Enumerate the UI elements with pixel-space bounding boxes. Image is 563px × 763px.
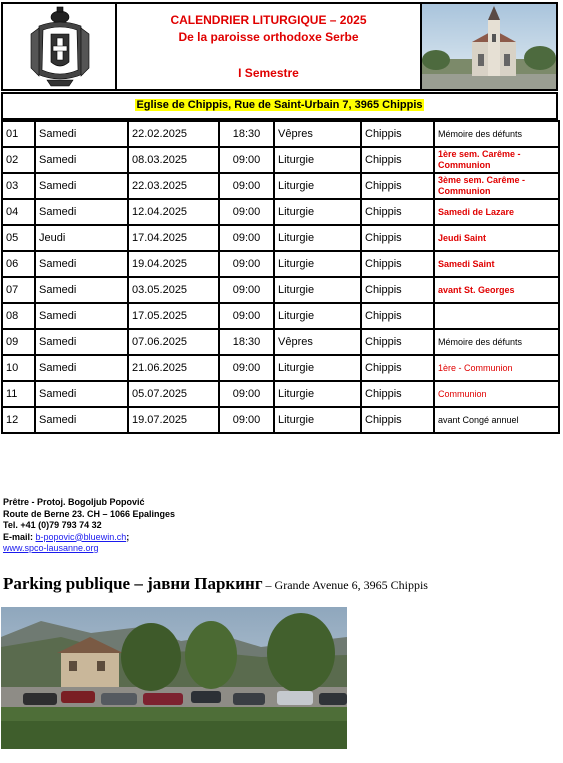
row-number: 09 bbox=[2, 329, 35, 355]
location-row bbox=[1, 92, 558, 120]
place-cell: Chippis bbox=[361, 199, 434, 225]
service-cell: Liturgie bbox=[274, 303, 361, 329]
time-cell: 09:00 bbox=[219, 277, 274, 303]
calendar-title: CALENDRIER LITURGIQUE – 2025 bbox=[170, 13, 367, 27]
service-cell: Liturgie bbox=[274, 407, 361, 433]
row-number: 05 bbox=[2, 225, 35, 251]
day-cell: Samedi bbox=[35, 199, 128, 225]
time-cell: 09:00 bbox=[219, 303, 274, 329]
table-row bbox=[2, 329, 559, 355]
place-cell: Chippis bbox=[361, 277, 434, 303]
row-number: 07 bbox=[2, 277, 35, 303]
row-number: 06 bbox=[2, 251, 35, 277]
day-cell: Samedi bbox=[35, 121, 128, 147]
date-cell: 07.06.2025 bbox=[128, 329, 219, 355]
time-cell: 09:00 bbox=[219, 199, 274, 225]
note-cell: 1ère sem. Carême - Communion bbox=[434, 147, 559, 173]
header-box bbox=[1, 2, 558, 91]
date-cell: 22.02.2025 bbox=[128, 121, 219, 147]
contact-block bbox=[3, 497, 175, 555]
place-cell: Chippis bbox=[361, 381, 434, 407]
time-cell: 09:00 bbox=[219, 147, 274, 173]
email-link[interactable]: b-popovic@bluewin.ch bbox=[35, 531, 127, 542]
schedule-table bbox=[1, 120, 560, 434]
crest-cell bbox=[3, 4, 117, 89]
email-line bbox=[3, 532, 175, 544]
date-cell: 17.05.2025 bbox=[128, 303, 219, 329]
note-cell: Mémoire des défunts bbox=[434, 329, 559, 355]
date-cell: 19.07.2025 bbox=[128, 407, 219, 433]
service-cell: Liturgie bbox=[274, 277, 361, 303]
note-cell: Communion bbox=[434, 381, 559, 407]
date-cell: 12.04.2025 bbox=[128, 199, 219, 225]
email-suffix: ; bbox=[126, 531, 130, 542]
location-text: Eglise de Chippis, Rue de Saint-Urbain 7, 3965 Chippis bbox=[136, 99, 423, 111]
date-cell: 03.05.2025 bbox=[128, 277, 219, 303]
table-row bbox=[2, 173, 559, 199]
service-cell: Vêpres bbox=[274, 329, 361, 355]
time-cell: 09:00 bbox=[219, 407, 274, 433]
service-cell: Liturgie bbox=[274, 251, 361, 277]
row-number: 12 bbox=[2, 407, 35, 433]
church-photo-cell bbox=[422, 4, 556, 89]
service-cell: Liturgie bbox=[274, 173, 361, 199]
time-cell: 09:00 bbox=[219, 225, 274, 251]
place-cell: Chippis bbox=[361, 147, 434, 173]
date-cell: 21.06.2025 bbox=[128, 355, 219, 381]
service-cell: Liturgie bbox=[274, 381, 361, 407]
date-cell: 17.04.2025 bbox=[128, 225, 219, 251]
note-cell: 3ème sem. Carême - Communion bbox=[434, 173, 559, 199]
parking-heading bbox=[3, 574, 428, 594]
day-cell: Samedi bbox=[35, 173, 128, 199]
note-cell bbox=[434, 303, 559, 329]
place-cell: Chippis bbox=[361, 355, 434, 381]
date-cell: 22.03.2025 bbox=[128, 173, 219, 199]
title-cell bbox=[117, 4, 422, 89]
phone-number: Tel. +41 (0)79 793 74 32 bbox=[3, 520, 102, 530]
service-cell: Liturgie bbox=[274, 355, 361, 381]
priest-name: Prêtre - Protoj. Bogoljub Popović bbox=[3, 497, 145, 507]
place-cell: Chippis bbox=[361, 121, 434, 147]
time-cell: 09:00 bbox=[219, 173, 274, 199]
row-number: 10 bbox=[2, 355, 35, 381]
email-label: E-mail: bbox=[3, 531, 36, 542]
table-row bbox=[2, 407, 559, 433]
service-cell: Liturgie bbox=[274, 199, 361, 225]
date-cell: 08.03.2025 bbox=[128, 147, 219, 173]
semester-label: I Semestre bbox=[238, 66, 299, 80]
table-row bbox=[2, 147, 559, 173]
row-number: 04 bbox=[2, 199, 35, 225]
row-number: 11 bbox=[2, 381, 35, 407]
note-cell: Samedi Saint bbox=[434, 251, 559, 277]
parking-photo-image bbox=[1, 607, 347, 749]
place-cell: Chippis bbox=[361, 407, 434, 433]
day-cell: Jeudi bbox=[35, 225, 128, 251]
row-number: 02 bbox=[2, 147, 35, 173]
place-cell: Chippis bbox=[361, 173, 434, 199]
day-cell: Samedi bbox=[35, 147, 128, 173]
table-row bbox=[2, 303, 559, 329]
note-cell: avant Congé annuel bbox=[434, 407, 559, 433]
time-cell: 09:00 bbox=[219, 381, 274, 407]
coat-of-arms-icon bbox=[3, 4, 117, 89]
church-photo bbox=[422, 4, 556, 89]
service-cell: Vêpres bbox=[274, 121, 361, 147]
place-cell: Chippis bbox=[361, 329, 434, 355]
day-cell: Samedi bbox=[35, 251, 128, 277]
table-row bbox=[2, 199, 559, 225]
place-cell: Chippis bbox=[361, 225, 434, 251]
time-cell: 18:30 bbox=[219, 329, 274, 355]
website-link[interactable]: www.spco-lausanne.org bbox=[3, 543, 99, 553]
table-row bbox=[2, 277, 559, 303]
note-cell: avant St. Georges bbox=[434, 277, 559, 303]
time-cell: 18:30 bbox=[219, 121, 274, 147]
note-cell: 1ère - Communion bbox=[434, 355, 559, 381]
parish-subtitle: De la paroisse orthodoxe Serbe bbox=[178, 30, 359, 44]
website-line bbox=[3, 543, 175, 555]
time-cell: 09:00 bbox=[219, 251, 274, 277]
table-row bbox=[2, 251, 559, 277]
date-cell: 19.04.2025 bbox=[128, 251, 219, 277]
day-cell: Samedi bbox=[35, 381, 128, 407]
parking-address: – Grande Avenue 6, 3965 Chippis bbox=[262, 578, 428, 592]
parking-photo bbox=[1, 607, 347, 749]
postal-address: Route de Berne 23. CH – 1066 Epalinges bbox=[3, 508, 176, 519]
parking-title: Parking publique – јавни Паркинг bbox=[3, 574, 263, 593]
day-cell: Samedi bbox=[35, 355, 128, 381]
day-cell: Samedi bbox=[35, 277, 128, 303]
table-row bbox=[2, 121, 559, 147]
note-cell: Mémoire des défunts bbox=[434, 121, 559, 147]
service-cell: Liturgie bbox=[274, 225, 361, 251]
table-row bbox=[2, 225, 559, 251]
place-cell: Chippis bbox=[361, 303, 434, 329]
time-cell: 09:00 bbox=[219, 355, 274, 381]
day-cell: Samedi bbox=[35, 329, 128, 355]
note-cell: Jeudi Saint bbox=[434, 225, 559, 251]
row-number: 08 bbox=[2, 303, 35, 329]
service-cell: Liturgie bbox=[274, 147, 361, 173]
table-row bbox=[2, 381, 559, 407]
place-cell: Chippis bbox=[361, 251, 434, 277]
note-cell: Samedi de Lazare bbox=[434, 199, 559, 225]
day-cell: Samedi bbox=[35, 407, 128, 433]
day-cell: Samedi bbox=[35, 303, 128, 329]
date-cell: 05.07.2025 bbox=[128, 381, 219, 407]
schedule-body bbox=[2, 121, 559, 433]
row-number: 03 bbox=[2, 173, 35, 199]
table-row bbox=[2, 355, 559, 381]
row-number: 01 bbox=[2, 121, 35, 147]
